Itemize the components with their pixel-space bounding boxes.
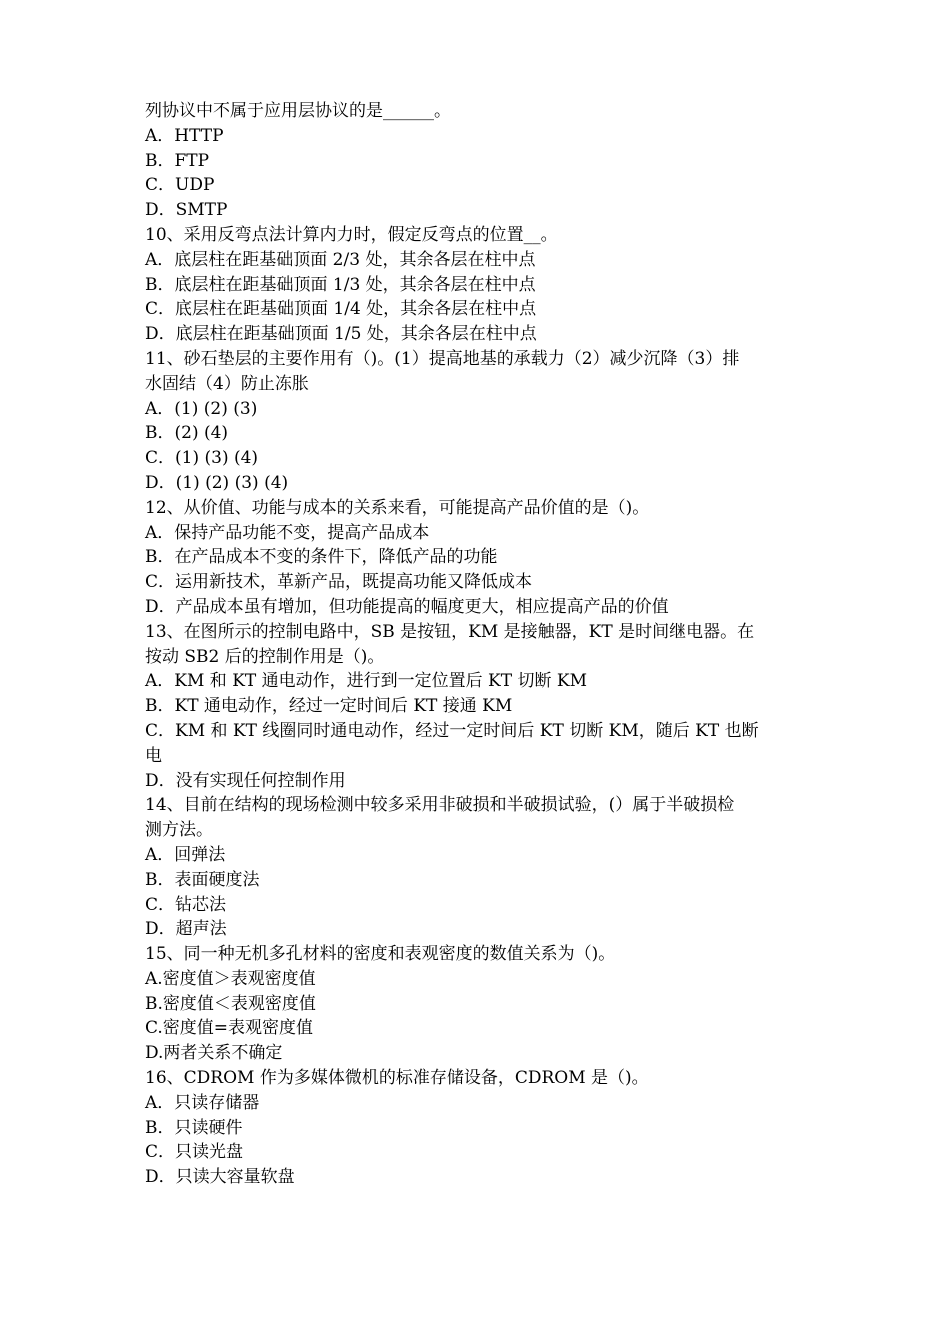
text-line: A．只读存储器 (145, 1092, 260, 1113)
text-line: B．只读硬件 (145, 1117, 243, 1138)
text-line: B．KT 通电动作，经过一定时间后 KT 接通 KM (145, 696, 513, 717)
text-line: B．(2) (4) (145, 423, 229, 444)
text-line: A．KM 和 KT 通电动作，进行到一定位置后 KT 切断 KM (145, 671, 587, 692)
text-line: 列协议中不属于应用层协议的是______。 (145, 101, 451, 121)
text-line: 测方法。 (145, 820, 213, 841)
text-line: 10、采用反弯点法计算内力时，假定反弯点的位置__。 (145, 224, 558, 245)
text-line: 电 (145, 745, 162, 766)
text-line: D．(1) (2) (3) (4) (145, 472, 289, 493)
text-line: D．超声法 (145, 919, 227, 940)
text-line: 按动 SB2 后的控制作用是（)。 (145, 646, 385, 667)
text-line: A．底层柱在距基础顶面 2/3 处，其余各层在柱中点 (145, 249, 536, 270)
text-line: B．底层柱在距基础顶面 1/3 处，其余各层在柱中点 (145, 274, 536, 295)
text-line: B．FTP (145, 150, 210, 171)
text-line: D．SMTP (145, 200, 228, 221)
text-line: B.密度值＜表观密度值 (145, 993, 316, 1014)
text-line: A．回弹法 (145, 844, 226, 865)
text-line: C．(1) (3) (4) (145, 448, 259, 469)
text-line: A.密度值＞表观密度值 (145, 968, 316, 989)
text-line: A．HTTP (145, 125, 224, 146)
document-body (145, 99, 813, 1190)
text-line: B．表面硬度法 (145, 869, 260, 890)
text-line: 11、砂石垫层的主要作用有（)。(1）提高地基的承载力（2）减少沉降（3）排 (145, 348, 740, 369)
text-line: D．只读大容量软盘 (145, 1167, 295, 1188)
text-line: A．保持产品功能不变，提高产品成本 (145, 522, 430, 543)
text-line: 13、在图所示的控制电路中，SB 是按钮，KM 是接触器，KT 是时间继电器。在 (145, 621, 755, 642)
text-line: 水固结（4）防止冻胀 (145, 373, 309, 394)
text-line: D.两者关系不确定 (145, 1043, 283, 1064)
text-line: 14、目前在结构的现场检测中较多采用非破损和半破损试验，(）属于半破损检 (145, 795, 735, 816)
text-line: D．产品成本虽有增加，但功能提高的幅度更大，相应提高产品的价值 (145, 596, 669, 617)
text-line: C．底层柱在距基础顶面 1/4 处，其余各层在柱中点 (145, 299, 537, 320)
text-line: C．UDP (145, 175, 215, 196)
text-line: C．钻芯法 (145, 894, 227, 915)
text-line: B．在产品成本不变的条件下，降低产品的功能 (145, 547, 498, 568)
text-line: 16、CDROM 作为多媒体微机的标准存储设备，CDROM 是（)。 (145, 1068, 649, 1089)
text-line: C．只读光盘 (145, 1142, 244, 1163)
text-line: C．运用新技术，革新产品，既提高功能又降低成本 (145, 572, 533, 593)
text-line: 15、同一种无机多孔材料的密度和表观密度的数值关系为（)。 (145, 944, 616, 965)
text-line: C.密度值=表观密度值 (145, 1018, 314, 1039)
text-line: 12、从价值、功能与成本的关系来看，可能提高产品价值的是（)。 (145, 497, 650, 518)
text-line: C．KM 和 KT 线圈同时通电动作，经过一定时间后 KT 切断 KM，随后 KT 也断 (145, 720, 759, 741)
text-line: D．没有实现任何控制作用 (145, 770, 346, 791)
text-line: D．底层柱在距基础顶面 1/5 处，其余各层在柱中点 (145, 324, 537, 345)
text-line: A．(1) (2) (3) (145, 398, 258, 419)
